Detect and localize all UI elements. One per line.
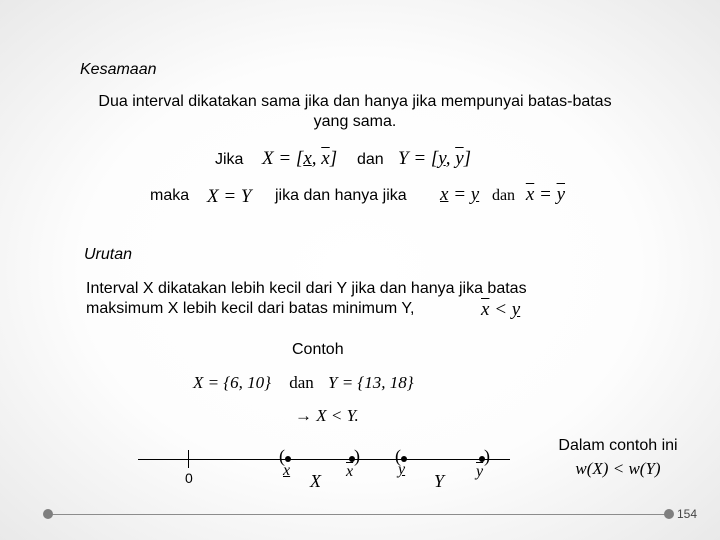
number-line-axis: [138, 459, 510, 460]
definition-urutan-line1: Interval X dikatakan lebih kecil dari Y jika dan hanya jika batas: [86, 280, 527, 297]
X-low-label: x: [283, 462, 291, 479]
heading-contoh: Contoh: [292, 341, 344, 358]
Y-interval-def: Y = [y, $\overline{y}$]: [398, 148, 472, 169]
heading-kesamaan: Kesamaan: [80, 61, 157, 78]
heading-urutan: Urutan: [84, 246, 133, 263]
condition-equalities: x = y dan $\overline{x} = \overline{y}$: [440, 184, 566, 205]
Y-high-label: $\overline{y}$: [476, 463, 484, 480]
side-note-line1: Dalam contoh ini: [558, 437, 678, 454]
footer-right-bullet: [664, 509, 674, 519]
zero-label: 0: [185, 470, 193, 486]
label-maka: maka: [150, 187, 190, 204]
X-interval-def: X = [x, $\overline{x}$]: [262, 148, 338, 169]
example-sets: X = {6, 10} dan Y = {13, 18}: [193, 373, 414, 392]
side-note-line2: w(X) < w(Y): [575, 459, 661, 478]
X-interval-label: X: [310, 471, 321, 491]
X-equals-Y: X = Y: [207, 186, 252, 207]
Y-close-paren: ): [484, 446, 490, 466]
footer-line: [52, 514, 668, 515]
definition-kesamaan: Dua interval dikatakan sama jika dan hanya jika mempunyai batas-batas yang sama.: [98, 93, 612, 130]
footer-left-bullet: [43, 509, 53, 519]
X-open-paren: (: [279, 446, 285, 466]
X-high-label: $\overline{x}$: [346, 463, 354, 480]
Y-open-paren: (: [395, 446, 401, 466]
Y-interval-label: Y: [434, 471, 445, 491]
X-close-paren: ): [354, 446, 360, 466]
urutan-inequality: $\overline{x} < y$: [481, 299, 521, 320]
example-result: → X < Y.: [295, 406, 359, 425]
label-dan: dan: [357, 151, 384, 168]
label-jika-dan-hanya-jika: jika dan hanya jika: [275, 187, 407, 204]
definition-urutan-line2: maksimum X lebih kecil dari batas minimum Y,: [86, 300, 415, 317]
label-jika: Jika: [215, 151, 244, 168]
zero-tick: [188, 450, 189, 468]
page-number: 154: [677, 507, 698, 521]
Y-low-label: y: [398, 461, 406, 478]
